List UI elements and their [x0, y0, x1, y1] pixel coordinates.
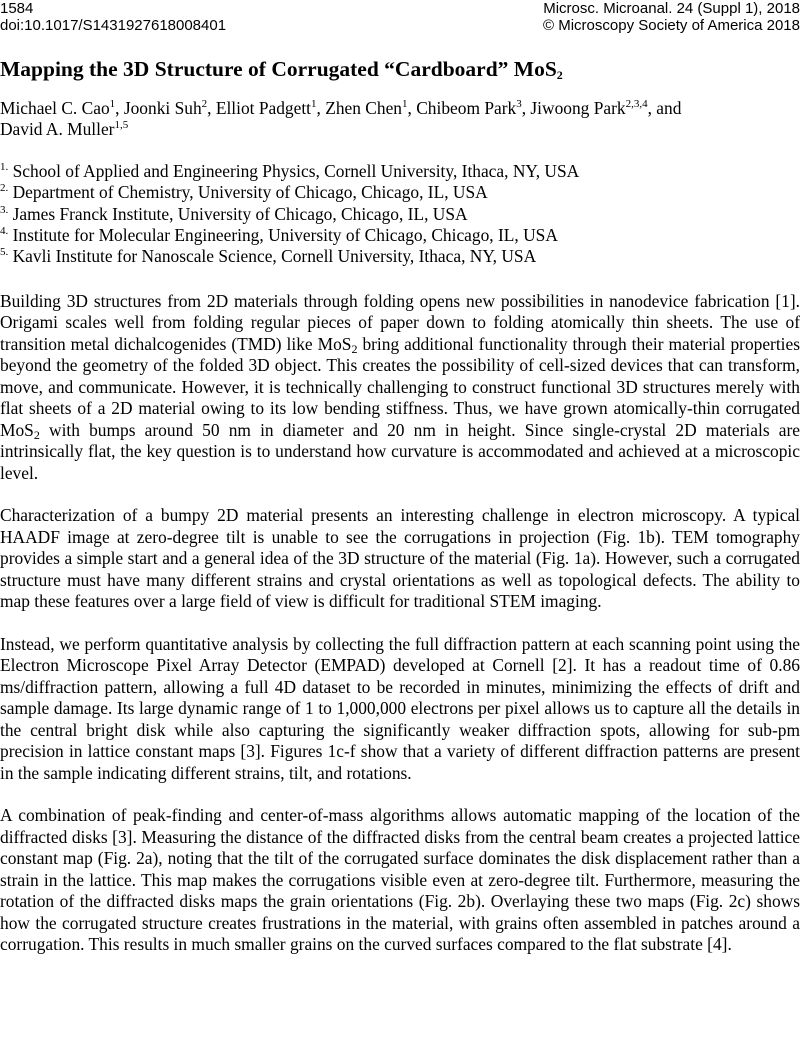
doi: doi:10.1017/S1431927618008401: [0, 17, 227, 34]
affiliation: $^{5.}$ Kavli Institute for Nanoscale Science, Cornell University, Ithaca, NY, USA: [0, 246, 537, 267]
paragraph-empad: Instead, we perform quantitative analysis by collecting the full diffraction pattern at each scanning point using the Electron Microscope Pixel Array Detector (EMPAD) developed at Cornell [2]. It has a readout time of 0.86 ms/diffraction pattern, allowing a full 4D dataset to be recorded in minutes, minimizing the effects of drift and sample damage. Its large dynamic range of 1 to 1,000,000 electrons per pixel allows us to capture all the details in the central bright disk while also capturing the significantly weaker diffraction spots, allowing for sub-pm precision in lattice constant maps [3]. Figures 1c-f show that a variety of different diffraction patterns are present in the sample indicating different strains, tilt, and rotations.: [0, 633, 800, 783]
article-title: Mapping the 3D Structure of Corrugated “Cardboard” MoS$_2$: [0, 57, 563, 82]
author: Zhen Chen$^1$,: [325, 98, 417, 118]
author: Chibeom Park$^3$,: [416, 98, 531, 118]
paragraph-mapping: A combination of peak-finding and center-of-mass algorithms allows automatic mapping of the location of the diffracted disks [3]. Measuring the distance of the diffracted disks from the central beam creates a projected lattice constant map (Fig. 2a), noting that the tilt of the corrugated surface dominates the disk displacement rather than a strain in the lattice. This map makes the corrugations visible even at zero-degree tilt. Furthermore, measuring the rotation of the diffracted disks maps the grain orientations (Fig. 2b). Overlaying these two maps (Fig. 2c) shows how the corrugated structure creates frustrations in the material, with grains often assembled in patches around a corrugation. This results in much smaller grains on the curved surfaces compared to the flat substrate [4].: [0, 805, 800, 955]
affiliation: $^{3.}$ James Franck Institute, University of Chicago, Chicago, IL, USA: [0, 203, 468, 224]
affiliation: $^{2.}$ Department of Chemistry, University of Chicago, Chicago, IL, USA: [0, 182, 488, 203]
page-number: 1584: [0, 0, 34, 17]
paragraph-intro: Building 3D structures from 2D materials through folding opens new possibilities in nanodevice fabrication [1]. Origami scales well from folding regular pieces of paper down to folding atomically thin sheets. The use of transition metal dichalcogenides (TMD) like MoS$_2$ bring additional functionality through their material properties beyond the geometry of the folded 3D object. This creates the possibility of cell-sized devices that can transform, move, and communicate. However, it is technically challenging to construct functional 3D structures merely with flat sheets of a 2D material owing to its low bending stiffness. Thus, we have grown atomically-thin corrugated MoS$_2$ with bumps around 50 nm in diameter and 20 nm in height. Since single-crystal 2D materials are intrinsically flat, the key question is to understand how curvature is accommodated and achieved at a microscopic level.: [0, 290, 800, 483]
affiliation: $^{1.}$ School of Applied and Engineering Physics, Cornell University, Ithaca, NY, USA: [0, 160, 580, 181]
affiliation: $^{4.}$ Institute for Molecular Engineering, University of Chicago, Chicago, IL, USA: [0, 225, 558, 246]
article: [0, 56, 800, 956]
author-list: [0, 98, 800, 141]
author: David A. Muller$^{1,5}$: [0, 119, 129, 140]
author: Elliot Padgett$^1$,: [215, 98, 326, 118]
affiliation-list: [0, 161, 800, 268]
author: Jiwoong Park$^{2,3,4}$, and: [530, 98, 682, 118]
author: Joonki Suh$^2$,: [123, 98, 216, 118]
author: Michael C. Cao$^1$,: [0, 98, 124, 118]
copyright: © Microscopy Society of America 2018: [543, 17, 800, 34]
journal-citation: Microsc. Microanal. 24 (Suppl 1), 2018: [543, 0, 800, 17]
paragraph-characterization: Characterization of a bumpy 2D material presents an interesting challenge in electron microscopy. A typical HAADF image at zero-degree tilt is unable to see the corrugations in projection (Fig. 1b). TEM tomography provides a simple start and a general idea of the 3D structure of the material (Fig. 1a). However, such a corrugated structure must have many different strains and crystal orientations as well as topological defects. The ability to map these features over a large field of view is difficult for traditional STEM imaging.: [0, 505, 800, 612]
